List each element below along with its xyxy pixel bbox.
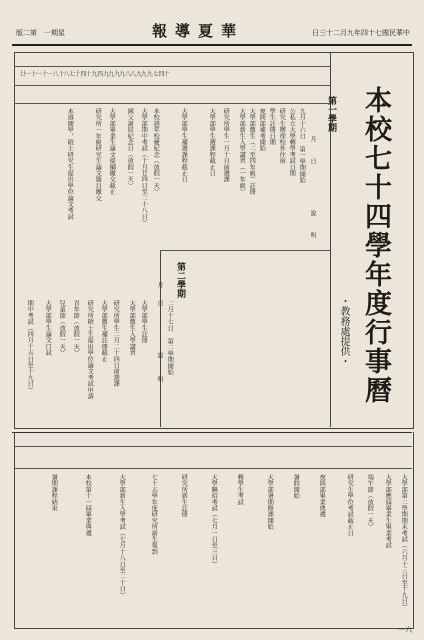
sem2-item: 期中考試（四月十五日至十九日） xyxy=(26,300,34,393)
sem1-item: 九月十六日 第一學期開始 xyxy=(298,108,306,184)
semester2-label: 第二學期 xyxy=(175,262,185,298)
masthead-rule xyxy=(12,44,412,46)
masthead xyxy=(0,18,424,44)
sem1-item: 大學部舊生（二至四年級）註冊 xyxy=(248,108,256,195)
sem1-item: 大學部學生補選課程截止日 xyxy=(180,108,188,183)
lower-item: 七十五學年度研究所新生報到 xyxy=(150,474,158,555)
lower-item: 研究生學位考試截止日 xyxy=(346,474,354,536)
edition-label: 版二第 一期星 xyxy=(16,29,65,37)
sem1-item: 大學部學生選課程截止日 xyxy=(208,108,216,177)
sem2-item: 大學部舊生入學講習 xyxy=(128,300,136,356)
lower-item: 轉學生考試 xyxy=(236,474,244,505)
sem1-item: 本校週年校慶紀念（放假一天） xyxy=(152,108,160,195)
sem1-item: 國父誕辰紀念日（放假一天） xyxy=(126,108,134,189)
sem2-item: 大學部舊生補註冊截止 xyxy=(100,300,108,362)
sem1-item: 大學部新生入學講習（一年級） xyxy=(238,108,246,195)
sem1-item: 研究所一年級研究生論文題目繳交 xyxy=(94,108,102,201)
lower-item: 本校第十一屆畢業典禮 xyxy=(84,474,92,536)
lower-item: 大學聯招考試（七月一日至三日） xyxy=(210,474,218,567)
lower-item: 大學部暑期修課開始 xyxy=(266,474,274,530)
sem1-item: 大學部期中考試（十月廿四日至二十八日） xyxy=(140,108,148,226)
upper-row-rule xyxy=(14,103,330,104)
sem2-item: 研究所學生二月二十四日前選課 xyxy=(112,300,120,387)
sem1-col-desc: 說 xyxy=(309,210,316,216)
paper-title: 報導夏華 xyxy=(152,22,245,40)
sem2-col-month: 月 xyxy=(156,282,163,288)
page-subtitle: ・教務處提供・ xyxy=(338,296,349,366)
lower-item: 端午節（放假一天） xyxy=(366,474,374,530)
sem1-item: 研究生辦理校外住宿 xyxy=(278,108,286,164)
sem1-col-day: 日 xyxy=(309,158,316,164)
sem2-item: 大學部學生註冊 xyxy=(140,300,148,344)
sem2-item: 二月十七日 第二學期開始 xyxy=(166,300,174,376)
upper-row-rule xyxy=(14,66,330,67)
sem1-item: 研究所學生一月十日前選課 xyxy=(222,108,230,183)
sem2-column-rule xyxy=(160,250,161,427)
sem2-col-day: 日 xyxy=(156,300,163,306)
semester1-label: 第一學期 xyxy=(326,96,336,132)
sem2-col-desc2: 明 xyxy=(156,376,163,382)
page-title: 本校七十四學年度行事曆 xyxy=(360,86,391,405)
lower-item: 暑期課程結束 xyxy=(50,474,58,512)
page-number: 一六 xyxy=(398,626,412,634)
sem1-item: 夜間部補考開始 xyxy=(258,108,266,152)
lower-item: 大學部第二學期期末考試（六月十三日至十九日） xyxy=(400,474,408,611)
sem2-item: 研究所碩士生提出學位論文考試申請 xyxy=(86,300,94,400)
sem1-item: 本週開學，碩士研究生提出學位論文考試 xyxy=(66,108,74,220)
lower-item: 大學部應屆畢業生畢業考試 xyxy=(384,474,392,549)
sem2-item: 青年節（放假一天） xyxy=(72,300,80,356)
lower-item: 研究所新生註冊 xyxy=(180,474,188,518)
sem1-item: 學生註冊日期 xyxy=(268,108,276,146)
lower-item: 夜間部畢業典禮 xyxy=(318,474,326,518)
lower-item: 暑假開始 xyxy=(292,474,300,499)
sem1-col-desc2: 明 xyxy=(309,232,316,238)
sem2-item: 兒童節（放假一天） xyxy=(58,300,66,356)
lower-item: 大學部新生入學考試（七月十八日至二十日） xyxy=(118,474,126,598)
sem2-col-desc: 說 xyxy=(156,352,163,358)
sem1-item: 公私立大學轉學考試日期 xyxy=(288,108,296,177)
sem2-top-rule xyxy=(160,250,330,251)
sem2-item: 大學部學生論文口試 xyxy=(44,300,52,356)
sem1-item: 大學部畢業生論文提綱繳交截止 xyxy=(108,108,116,195)
sem1-col-month: 月 xyxy=(309,136,316,142)
upper-row-rule xyxy=(14,85,330,86)
issue-date: 日三十二月九年四十七國民華中 xyxy=(312,29,410,37)
sem1-day-strip: 廿一 十一 十一 八 十八 七十 四十 九 四 九九 九九 八八 九九 九 七 四十 xyxy=(20,71,169,78)
